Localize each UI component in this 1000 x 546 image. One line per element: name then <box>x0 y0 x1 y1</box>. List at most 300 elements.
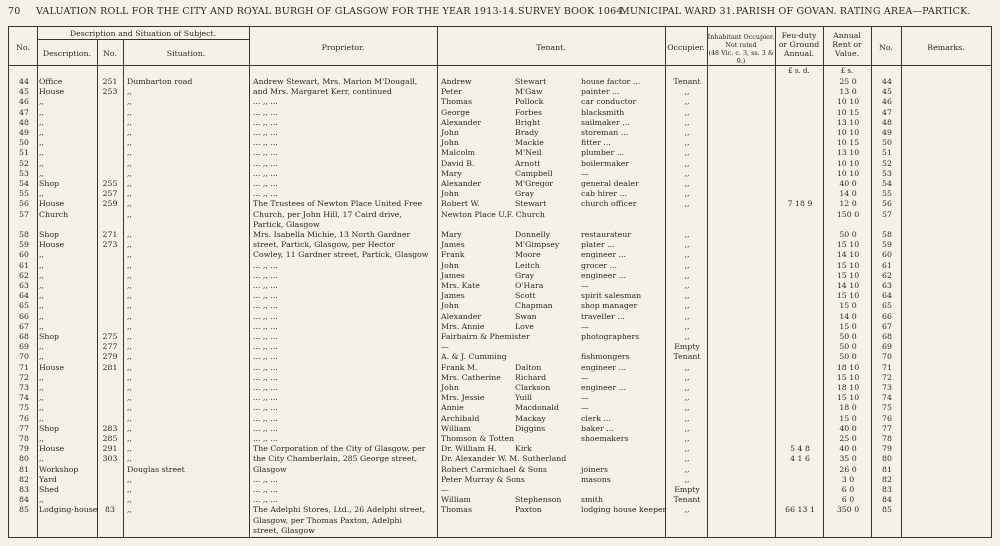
row-situation: ,, <box>127 138 132 148</box>
col-header-inhabitant <box>707 33 775 65</box>
row-description: ,, <box>39 495 44 505</box>
survey-book: SURVEY BOOK 1064. <box>518 6 626 17</box>
row-tenant-last: Paxton <box>515 505 542 515</box>
row-occupier: ,, <box>684 301 690 311</box>
row-number-right: 67 <box>882 321 892 331</box>
col-header-tenant: Tenant. <box>536 43 566 52</box>
row-feu-duty: 5 4 8 <box>790 444 810 454</box>
row-proprietor: Glasgow <box>253 464 287 474</box>
row-description: ,, <box>39 383 44 392</box>
row-number-right: 66 <box>882 311 892 321</box>
row-description: House <box>39 199 65 209</box>
row-proprietor: The Trustees of Newton Place United Free <box>253 199 423 209</box>
row-description: Shop <box>39 179 60 188</box>
row-annual-rent: 150 0 <box>836 209 860 219</box>
row-occupation: blacksmith <box>581 107 625 117</box>
row-number-right: 70 <box>882 352 892 362</box>
row-description: Yard <box>39 474 57 484</box>
row-proprietor: Mrs. Isabella Michie, 13 North Gardner <box>253 230 411 239</box>
rent-line-3: Value. <box>834 49 860 58</box>
row-situation: ,, <box>127 281 132 290</box>
table-row <box>9 97 991 107</box>
table-row <box>9 414 991 424</box>
col-header-no: No. <box>16 43 30 52</box>
row-tenant-first: Dr. Alexander W. M. Sutherland <box>441 454 567 464</box>
row-number-right: 52 <box>882 158 892 168</box>
row-occupation: masons <box>581 474 611 484</box>
table-row <box>9 230 991 240</box>
row-street-number: 285 <box>102 434 118 443</box>
col-header-number: No. <box>103 49 117 58</box>
row-tenant-last: M'Neil <box>515 148 542 158</box>
table-row <box>9 169 991 179</box>
row-description: Shop <box>39 332 60 341</box>
table-row <box>9 159 991 169</box>
row-tenant-last: Swan <box>515 311 537 321</box>
row-occupier: ,, <box>684 362 690 372</box>
row-proprietor: Cowley, 11 Gardner street, Partick, Glasgow <box>253 250 429 260</box>
row-situation: ,, <box>127 505 132 515</box>
row-number: 46 <box>19 97 29 107</box>
row-tenant-first: David B. <box>441 158 475 168</box>
row-tenant-last: Campbell <box>515 168 553 178</box>
row-number-right: 49 <box>882 128 892 137</box>
row-description: ,, <box>39 342 44 352</box>
row-number: 67 <box>19 321 29 331</box>
table-row <box>9 424 991 434</box>
col-header-situation: Situation. <box>166 49 206 58</box>
table-row <box>9 128 991 138</box>
row-proprietor: ... ,, ... <box>253 372 278 382</box>
row-description: ,, <box>39 311 44 321</box>
row-occupier: ,, <box>684 179 690 188</box>
row-tenant-first: A. & J. Cumming <box>441 352 507 362</box>
row-occupier: ,, <box>684 87 690 97</box>
row-situation: Dumbarton road <box>127 77 193 86</box>
row-annual-rent: 13 10 <box>836 148 860 158</box>
row-occupation: painter ... <box>581 87 620 97</box>
row-proprietor: ... ,, ... <box>253 168 278 178</box>
row-number: 64 <box>19 291 29 301</box>
row-tenant-last: Gray <box>515 270 535 280</box>
row-number: 69 <box>19 342 29 352</box>
row-number: 73 <box>19 383 29 392</box>
row-occupation: grocer ... <box>581 260 618 270</box>
rent-line-2: Rent or <box>832 40 862 49</box>
rent-line-1: Annual <box>833 31 861 40</box>
row-annual-rent: 50 0 <box>839 332 857 341</box>
row-number-right: 81 <box>882 464 892 474</box>
row-description: ,, <box>39 281 44 290</box>
row-occupier: ,, <box>684 332 690 341</box>
row-annual-rent: 18 10 <box>836 362 860 372</box>
row-tenant-last: Arnott <box>515 158 541 168</box>
row-situation: ,, <box>127 474 132 484</box>
row-street-number: 281 <box>102 362 118 372</box>
row-situation: ,, <box>127 383 132 392</box>
row-proprietor: The Corporation of the City of Glasgow, per <box>253 444 426 454</box>
row-proprietor: ... ,, ... <box>253 321 278 331</box>
row-number-right: 82 <box>882 474 892 484</box>
row-situation: ,, <box>127 311 132 321</box>
row-description: House <box>39 87 65 97</box>
row-street-number: 279 <box>102 352 118 362</box>
row-occupier: ,, <box>684 321 690 331</box>
row-description: House <box>39 444 65 454</box>
row-number-right: 47 <box>882 107 892 117</box>
row-description: ,, <box>39 403 44 413</box>
row-proprietor: ... ,, ... <box>253 158 278 168</box>
row-number: 82 <box>19 474 29 484</box>
inhabitant-line-2: Not rated <box>725 41 757 49</box>
table-row <box>9 301 991 311</box>
row-occupation: house factor ... <box>581 77 641 86</box>
row-annual-rent: 14 10 <box>836 281 860 290</box>
row-proprietor: ... ,, ... <box>253 485 278 494</box>
row-number-right: 57 <box>882 209 892 219</box>
row-tenant-first: Mary <box>441 230 462 239</box>
row-annual-rent: 50 0 <box>839 352 857 362</box>
row-occupier: ,, <box>684 291 690 301</box>
row-situation: ,, <box>127 352 132 362</box>
table-row <box>9 495 991 505</box>
table-row <box>9 261 991 271</box>
row-tenant-last: Mackay <box>515 413 546 423</box>
feu-units: £ s. d. <box>788 67 810 75</box>
row-number: 77 <box>19 423 29 433</box>
row-tenant-last: Clarkson <box>515 383 551 392</box>
row-description: ,, <box>39 168 44 178</box>
page-number: 70 <box>8 6 21 17</box>
row-description: ,, <box>39 352 44 362</box>
table-row <box>9 108 991 118</box>
row-tenant-last: Pollock <box>515 97 544 107</box>
row-number-right: 73 <box>882 383 892 392</box>
row-number: 61 <box>19 260 29 270</box>
row-proprietor: and Mrs. Margaret Kerr, continued <box>253 87 392 97</box>
table-row <box>9 271 991 281</box>
row-tenant-last: Dalton <box>515 362 542 372</box>
row-number: 72 <box>19 372 29 382</box>
table-row <box>9 240 991 250</box>
row-proprietor: ... ,, ... <box>253 301 278 311</box>
row-tenant-first: John <box>441 301 459 311</box>
row-situation: ,, <box>127 250 132 260</box>
table-row <box>9 383 991 393</box>
row-occupier: ,, <box>684 260 690 270</box>
table-row <box>9 189 991 199</box>
row-proprietor: ... ,, ... <box>253 97 278 107</box>
row-annual-rent: 15 10 <box>836 270 860 280</box>
col-header-no2: No. <box>879 43 893 52</box>
row-occupation: engineer ... <box>581 250 627 260</box>
row-proprietor: ... ,, ... <box>253 413 278 423</box>
row-number-right: 46 <box>882 97 892 107</box>
row-street-number: 83 <box>105 505 115 515</box>
row-occupier: ,, <box>684 372 690 382</box>
row-occupier: ,, <box>684 270 690 280</box>
row-situation: ,, <box>127 148 132 158</box>
row-tenant-first: John <box>441 138 459 148</box>
row-situation: ,, <box>127 332 132 341</box>
row-street-number: 283 <box>102 423 118 433</box>
table-row <box>9 250 991 260</box>
row-number: 80 <box>19 454 29 464</box>
row-annual-rent: 6 0 <box>841 485 855 494</box>
row-number-right: 50 <box>882 138 892 148</box>
row-description: ,, <box>39 291 44 301</box>
row-description: ,, <box>39 301 44 311</box>
row-proprietor: ... ,, ... <box>253 107 278 117</box>
row-annual-rent: 15 10 <box>836 240 860 250</box>
row-number-right: 54 <box>882 179 892 188</box>
row-situation: ,, <box>127 209 132 219</box>
row-situation: ,, <box>127 372 132 382</box>
row-description: ,, <box>39 260 44 270</box>
table-row <box>9 118 991 128</box>
row-occupier: ,, <box>684 189 690 199</box>
row-number-right: 59 <box>882 240 892 250</box>
row-tenant-first: Robert W. <box>441 199 480 209</box>
row-proprietor: ... ,, ... <box>253 148 278 158</box>
row-situation: ,, <box>127 158 132 168</box>
row-proprietor: ... ,, ... <box>253 393 278 403</box>
row-occupation: engineer ... <box>581 270 627 280</box>
table-row <box>9 220 991 230</box>
feu-line-2: or Ground <box>778 40 820 49</box>
row-annual-rent: 50 0 <box>839 230 857 239</box>
row-tenant-first: Alexander <box>441 117 482 127</box>
row-description: ,, <box>39 250 44 260</box>
row-tenant-last: M'Gimpsey <box>515 240 560 250</box>
row-annual-rent: 10 15 <box>836 138 860 148</box>
row-street-number: 291 <box>102 444 118 454</box>
row-occupation: engineer ... <box>581 383 627 392</box>
row-situation: ,, <box>127 393 132 403</box>
row-tenant-last: Mackie <box>515 138 544 148</box>
row-number-right: 55 <box>882 189 892 199</box>
row-feu-duty: 66 13 1 <box>785 505 815 515</box>
row-number: 52 <box>19 158 29 168</box>
row-street-number: 271 <box>102 230 118 239</box>
row-situation: ,, <box>127 485 132 494</box>
row-number: 49 <box>19 128 29 137</box>
table-row <box>9 454 991 464</box>
col-header-feu <box>775 31 823 58</box>
row-tenant-first: Thomas <box>441 97 472 107</box>
row-description: Shed <box>39 485 59 494</box>
row-number-right: 75 <box>882 403 892 413</box>
row-tenant-first: Thomas <box>441 505 472 515</box>
row-tenant-first: Mrs. Annie <box>441 321 485 331</box>
row-occupation: sailmaker ... <box>581 117 630 127</box>
row-tenant-first: James <box>441 270 465 280</box>
row-annual-rent: 13 0 <box>839 87 857 97</box>
row-situation: ,, <box>127 117 132 127</box>
row-number: 60 <box>19 250 29 260</box>
row-tenant-first: Malcolm <box>441 148 476 158</box>
row-number: 57 <box>19 209 29 219</box>
row-occupier: ,, <box>684 240 690 250</box>
row-annual-rent: 18 0 <box>839 403 857 413</box>
row-occupation: engineer ... <box>581 362 627 372</box>
row-occupier: ,, <box>684 281 690 290</box>
row-number-right: 60 <box>882 250 892 260</box>
row-occupier: ,, <box>684 97 690 107</box>
table-row <box>9 485 991 495</box>
row-annual-rent: 40 0 <box>839 423 857 433</box>
row-proprietor: Church, per John Hill, 17 Caird drive, <box>253 209 402 219</box>
row-annual-rent: 40 0 <box>839 179 857 188</box>
row-proprietor: ... ,, ... <box>253 311 278 321</box>
row-street-number: 273 <box>102 240 118 250</box>
row-occupier: ,, <box>684 158 690 168</box>
row-tenant-last: Donnelly <box>515 230 550 239</box>
row-situation: ,, <box>127 403 132 413</box>
row-situation: ,, <box>127 321 132 331</box>
row-situation: Douglas street <box>127 464 185 474</box>
row-number: 68 <box>19 332 29 341</box>
row-occupation: smith <box>581 495 604 505</box>
row-annual-rent: 10 10 <box>836 97 860 107</box>
row-situation: ,, <box>127 362 132 372</box>
row-occupier: ,, <box>684 393 690 403</box>
row-occupation: lodging house keeper <box>581 505 667 515</box>
row-occupier: ,, <box>684 383 690 392</box>
row-annual-rent: 13 10 <box>836 117 860 127</box>
row-proprietor: ... ,, ... <box>253 332 278 341</box>
row-occupier: ,, <box>684 199 690 209</box>
row-occupation: shop manager <box>581 301 638 311</box>
row-number-right: 76 <box>882 413 892 423</box>
row-situation: ,, <box>127 454 132 464</box>
row-tenant-first: — <box>441 485 449 494</box>
table-row <box>9 322 991 332</box>
row-annual-rent: 15 0 <box>839 413 857 423</box>
row-occupation: clerk ... <box>581 413 611 423</box>
row-description: ,, <box>39 158 44 168</box>
row-tenant-last: Forbes <box>515 107 543 117</box>
page-header <box>8 6 992 20</box>
feu-line-1: Feu-duty <box>781 31 817 40</box>
rent-units: £ s. <box>840 67 854 75</box>
row-tenant-first: John <box>441 260 459 270</box>
row-annual-rent: 15 0 <box>839 321 857 331</box>
row-proprietor: ... ,, ... <box>253 117 278 127</box>
row-proprietor: ... ,, ... <box>253 474 278 484</box>
row-occupation: cab hirer ... <box>581 189 627 199</box>
row-occupier: ,, <box>684 138 690 148</box>
row-occupier: ,, <box>684 403 690 413</box>
row-number-right: 63 <box>882 281 892 290</box>
row-description: ,, <box>39 148 44 158</box>
col-header-occupier: Occupier. <box>667 43 705 52</box>
row-occupier: ,, <box>684 413 690 423</box>
table-row <box>9 291 991 301</box>
row-situation: ,, <box>127 291 132 301</box>
row-annual-rent: 40 0 <box>839 444 857 454</box>
row-annual-rent: 6 0 <box>841 495 855 505</box>
row-tenant-first: Thomson & Totten <box>441 434 515 443</box>
row-tenant-first: Mrs. Kate <box>441 281 480 290</box>
row-occupation: boilermaker <box>581 158 630 168</box>
row-tenant-last: Macdonald <box>515 403 559 413</box>
row-number: 48 <box>19 117 29 127</box>
row-tenant-first: Annie <box>441 403 464 413</box>
row-proprietor: ... ,, ... <box>253 352 278 362</box>
col-header-desc-group: Description and Situation of Subject. <box>69 29 217 38</box>
row-annual-rent: 10 15 <box>836 107 860 117</box>
row-tenant-last: Love <box>515 321 534 331</box>
row-number: 84 <box>19 495 29 505</box>
row-occupier: Empty <box>674 485 700 494</box>
row-situation: ,, <box>127 342 132 352</box>
row-number-right: 84 <box>882 495 892 505</box>
row-proprietor: Glasgow, per Thomas Paxton, Adelphi <box>253 515 402 525</box>
row-description: House <box>39 240 65 250</box>
row-occupier: ,, <box>684 230 690 239</box>
row-number: 63 <box>19 281 29 290</box>
row-proprietor: ... ,, ... <box>253 362 278 372</box>
row-number: 51 <box>19 148 29 158</box>
row-situation: ,, <box>127 301 132 311</box>
row-tenant-first: Dr. William H. <box>441 444 497 454</box>
row-situation: ,, <box>127 423 132 433</box>
table-row <box>9 475 991 485</box>
row-occupation: storeman ... <box>581 128 629 137</box>
row-description: ,, <box>39 270 44 280</box>
row-number: 85 <box>19 505 29 515</box>
row-description: House <box>39 362 65 372</box>
row-occupier: ,, <box>684 107 690 117</box>
row-tenant-last: Scott <box>515 291 536 301</box>
row-number: 71 <box>19 362 29 372</box>
row-description: Shop <box>39 423 60 433</box>
row-tenant-first: William <box>441 495 471 505</box>
table-row <box>9 393 991 403</box>
row-situation: ,, <box>127 444 132 454</box>
row-number-right: 51 <box>882 148 892 158</box>
row-tenant-first: Peter <box>441 87 462 97</box>
row-street-number: 259 <box>102 199 118 209</box>
table-row <box>9 526 991 536</box>
row-tenant-first: John <box>441 189 459 199</box>
row-occupation: fishmongers <box>581 352 630 362</box>
row-tenant-first: Robert Carmichael & Sons <box>441 464 547 474</box>
row-occupation: — <box>581 372 589 382</box>
table-row <box>9 138 991 148</box>
row-street-number: 257 <box>102 189 118 199</box>
feu-line-3: Annual. <box>783 49 815 58</box>
row-number-right: 72 <box>882 372 892 382</box>
row-number-right: 71 <box>882 362 892 372</box>
row-number: 56 <box>19 199 29 209</box>
row-situation: ,, <box>127 107 132 117</box>
row-situation: ,, <box>127 97 132 107</box>
row-tenant-first: Andrew <box>441 77 472 86</box>
row-occupation: plater ... <box>581 240 615 250</box>
inhabitant-line-3: (48 Vic. c. 3, ss. 3 & 9.) <box>708 49 774 65</box>
row-annual-rent: 10 10 <box>836 158 860 168</box>
row-occupier: Tenant <box>673 77 701 86</box>
row-occupation: spirit salesman <box>581 291 642 301</box>
row-tenant-first: Mary <box>441 168 462 178</box>
row-description: ,, <box>39 97 44 107</box>
row-description: ,, <box>39 372 44 382</box>
row-occupation: traveller ... <box>581 311 625 321</box>
row-tenant-last: Leitch <box>515 260 540 270</box>
row-tenant-first: Frank M. <box>441 362 478 372</box>
